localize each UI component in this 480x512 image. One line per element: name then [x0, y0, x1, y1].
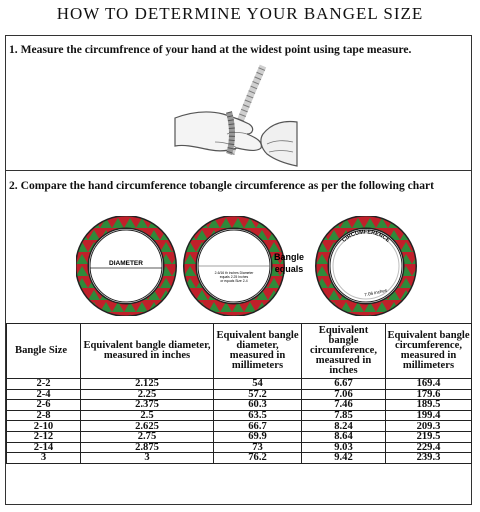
table-cell: 76.2 [214, 453, 302, 464]
table-row [7, 379, 472, 390]
table-row [7, 421, 472, 432]
table-cell: 169.4 [386, 379, 472, 390]
table-cell: 2.875 [81, 442, 214, 453]
instruction-frame [5, 35, 472, 505]
table-cell: 219.5 [386, 431, 472, 442]
table-cell: 54 [214, 379, 302, 390]
table-cell: 8.64 [302, 431, 386, 442]
page-title: HOW TO DETERMINE YOUR BANGEL SIZE [56, 4, 424, 23]
table-cell: 2.75 [81, 431, 214, 442]
bangle-measured [190, 222, 278, 310]
table-cell: 9.03 [302, 442, 386, 453]
table-cell: 3 [7, 453, 81, 464]
hand-measuring-illustration [171, 54, 301, 168]
table-cell: 2.375 [81, 400, 214, 411]
step-2-text: 2. Compare the hand circumference tobangle circumference as per the following chart [9, 179, 435, 192]
bangle-circumference [322, 222, 410, 310]
table-body [7, 379, 472, 464]
table-cell: 239.3 [386, 453, 472, 464]
table-cell: 2-4 [7, 389, 81, 400]
table-row [7, 442, 472, 453]
table-row [7, 400, 472, 411]
table-cell: 3 [81, 453, 214, 464]
inner-note-line-1: 2-6/16 th inches Diameter [214, 271, 254, 275]
table-cell: 2.625 [81, 421, 214, 432]
inner-note-line-3: or equals Size 2-4 [220, 279, 248, 283]
inner-note-line-2: equals 2.25 Inches [219, 275, 249, 279]
bangle-illustrations [76, 216, 436, 316]
header-bangle-size: Bangle Size [7, 324, 81, 379]
table-cell: 2-10 [7, 421, 81, 432]
table-cell: 179.6 [386, 389, 472, 400]
step-1-text: 1. Measure the circumfrence of your hand at the widest point using tape measure. [9, 43, 412, 56]
header-diameter-mm: Equivalent bangle diameter, measured in millimeters [214, 324, 302, 379]
header-circumference-mm: Equivalent bangle circumference, measured in millimeters [386, 324, 472, 379]
table-cell: 6.67 [302, 379, 386, 390]
table-header-row [7, 324, 472, 379]
table-cell: 2-12 [7, 431, 81, 442]
table-cell: 9.42 [302, 453, 386, 464]
table-cell: 7.46 [302, 400, 386, 411]
section-divider [6, 170, 471, 171]
table-row [7, 453, 472, 464]
header-diameter-inches: Equivalent bangle diameter, measured in inches [81, 324, 214, 379]
bangle-equals-line-2: equals [274, 264, 304, 274]
table-cell: 63.5 [214, 410, 302, 421]
table-row [7, 431, 472, 442]
table-row [7, 389, 472, 400]
size-chart [6, 323, 471, 464]
table-cell: 60.3 [214, 400, 302, 411]
table-cell: 2.25 [81, 389, 214, 400]
table-cell: 2.5 [81, 410, 214, 421]
table-cell: 209.3 [386, 421, 472, 432]
table-cell: 7.06 [302, 389, 386, 400]
table-cell: 189.5 [386, 400, 472, 411]
header-circumference-inches: Equivalent bangle circumference, measured in inches [302, 324, 386, 379]
diameter-label: DIAMETER [109, 260, 143, 267]
table-cell: 199.4 [386, 410, 472, 421]
table-row [7, 410, 472, 421]
table-cell: 57.2 [214, 389, 302, 400]
table-cell: 229.4 [386, 442, 472, 453]
bangle-diameter [82, 222, 170, 310]
table-cell: 73 [214, 442, 302, 453]
table-cell: 2-14 [7, 442, 81, 453]
bangle-size-table [6, 323, 472, 464]
bangle-equals-line-1: Bangle [273, 252, 305, 262]
table-cell: 2-8 [7, 410, 81, 421]
table-cell: 66.7 [214, 421, 302, 432]
table-cell: 2-2 [7, 379, 81, 390]
table-cell: 2-6 [7, 400, 81, 411]
table-cell: 8.24 [302, 421, 386, 432]
table-cell: 69.9 [214, 431, 302, 442]
table-cell: 7.85 [302, 410, 386, 421]
circumference-label: CIRCUMFERENCE [341, 229, 391, 244]
inches-label: 7.06 inches [363, 287, 388, 298]
table-cell: 2.125 [81, 379, 214, 390]
